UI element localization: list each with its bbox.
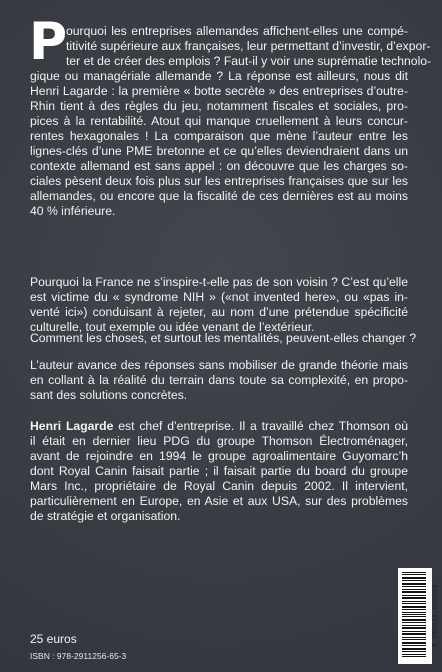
text-line: Henri Lagarde : la première « botte secrète » des entreprises d’outre- bbox=[30, 84, 408, 98]
answers-paragraph bbox=[30, 358, 408, 403]
text-line: venté ici») conduisant à rejeter, au nom d’une prétendue spécificité bbox=[30, 305, 408, 319]
text-line: titivité supérieure aux françaises, leur permettant d’investir, d’expor- bbox=[66, 39, 431, 53]
text-line: avant de rejoindre en 1994 le groupe agroalimentaire Guyomarc’h bbox=[30, 449, 408, 463]
text-line: Rhin tient à des règles du jeu, notamment fiscales et sociales, pro- bbox=[30, 99, 408, 113]
text-line: particulièrement en Europe, en Asie et aux USA, sur des problèmes bbox=[30, 494, 408, 508]
text-line: ourquoi les entreprises allemandes affichent-elles une compé- bbox=[66, 24, 408, 38]
question-paragraph bbox=[30, 331, 417, 346]
author-name: Henri Lagarde bbox=[30, 419, 114, 433]
isbn: ISBN : 978-2911256-65-3 bbox=[30, 651, 127, 661]
text-line: ter et de créer des emplois ? Faut-il y voir une suprématie technolo- bbox=[66, 54, 432, 68]
drop-cap: P bbox=[29, 12, 68, 72]
text-line: Comment les choses, et surtout les mentalités, peuvent-elles changer ? bbox=[30, 331, 417, 345]
text-line: contexte allemand est sans appel : on découvre que les charges so- bbox=[30, 159, 408, 173]
text-line: L’auteur avance des réponses sans mobiliser de grande théorie mais bbox=[30, 358, 408, 372]
text-line: pices à la rentabilité. Atout qui manque cruellement à leurs concur- bbox=[30, 114, 408, 128]
text-line: rentes hexagonales ! La comparaison que mène l’auteur entre les bbox=[30, 129, 408, 143]
text-line bbox=[30, 419, 408, 434]
text-line: 40 % inférieure. bbox=[30, 204, 116, 218]
barcode-digits: 9 782911 256653 bbox=[432, 584, 440, 648]
text-line: sant des solutions concrètes. bbox=[30, 388, 188, 402]
text-line: gique ou managériale allemande ? La réponse est ailleurs, nous dit bbox=[30, 69, 408, 83]
text-line: dont Royal Canin faisait partie ; il faisait partie du board du groupe bbox=[30, 464, 408, 478]
text-line: en collant à la réalité du terrain dans toute sa complexité, en propo- bbox=[30, 373, 408, 387]
barcode bbox=[398, 568, 440, 664]
text-line: ciales pèsent deux fois plus sur les entreprises françaises que sur les bbox=[30, 174, 408, 188]
author-bio bbox=[30, 419, 408, 524]
text-line: culturelle, tout exemple ou idée venant de l’extérieur. bbox=[30, 320, 315, 334]
nih-paragraph bbox=[30, 275, 408, 335]
bio-first-line-rest: est chef d’entreprise. Il a travaillé chez Thomson où bbox=[113, 419, 408, 433]
intro-paragraph bbox=[30, 24, 432, 219]
text-line: allemandes, ou encore que la fiscalité de ces dernières est au moins bbox=[30, 189, 408, 203]
barcode-bars bbox=[398, 568, 432, 664]
text-line: lignes-clés d’une PME bretonne et ce qu’elles deviendraient dans un bbox=[30, 144, 408, 158]
text-line: il était en dernier lieu PDG du groupe Thomson Électroménager, bbox=[30, 434, 408, 448]
text-line: de stratégie et organisation. bbox=[30, 509, 181, 523]
price: 25 euros bbox=[30, 632, 77, 646]
text-line: Pourquoi la France ne s’inspire-t-elle pas de son voisin ? C’est qu’elle bbox=[30, 275, 408, 289]
intro-dropcap-lines bbox=[30, 24, 432, 69]
text-line: Mars Inc., propriétaire de Royal Canin depuis 2002. Il intervient, bbox=[30, 479, 408, 493]
text-line: est victime du « syndrome NIH » («not invented here», ou «pas in- bbox=[30, 290, 408, 304]
